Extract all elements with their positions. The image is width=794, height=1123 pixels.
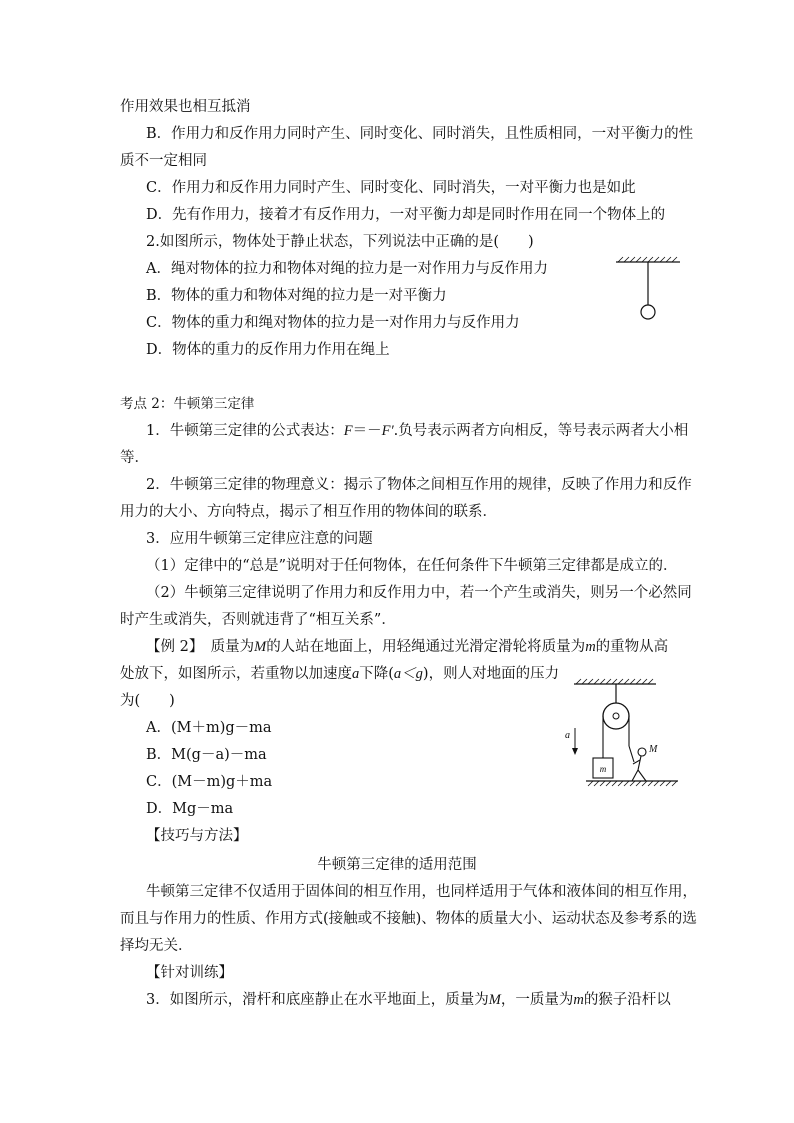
q2-option-b: B．物体的重力和物体对绳的拉力是一对平衡力	[146, 288, 447, 304]
q1-option-b-line1: B．作用力和反作用力同时产生、同时变化、同时消失，且性质相同，一对平衡力的性	[146, 126, 694, 142]
formula-f-prime: F′	[381, 423, 394, 439]
ex2-line2: 处放下，如图所示，若重物以加速度a下降(a＜g)，则人对地面的压力	[120, 666, 560, 682]
ex2-option-a: A．(M＋m)g－ma	[146, 720, 272, 736]
kp2-point2-line1: 2．牛顿第三定律的物理意义：揭示了物体之间相互作用的规律，反映了作用力和反作	[146, 477, 692, 493]
ex2-option-c: C．(M－m)g＋ma	[146, 774, 273, 790]
kp2-point1-continuation: 等．	[120, 450, 149, 466]
kp2-point2-line2: 用力的大小、方向特点，揭示了相互作用的物体间的联系．	[120, 504, 497, 520]
tips-title: 牛顿第三定律的适用范围	[317, 857, 477, 873]
q2-stem: 2.如图所示，物体处于静止状态，下列说法中正确的是( )	[146, 234, 534, 250]
ex2-option-b: B．M(g－a)－ma	[146, 747, 267, 763]
training-tag: 【针对训练】	[146, 965, 233, 981]
ex2-line3: 为( )	[120, 693, 175, 709]
training-q3-line1: 3．如图所示，滑杆和底座静止在水平地面上，质量为M，一质量为m的猴子沿杆以	[146, 992, 671, 1008]
formula-f: F	[343, 423, 353, 439]
kp2-point3-2-line2: 时产生或消失，否则就违背了“相互关系”．	[120, 612, 396, 628]
kp2-point3-1: （1）定律中的“总是”说明对于任何物体，在任何条件下牛顿第三定律都是成立的．	[146, 558, 678, 574]
q1-option-a-continuation: 作用效果也相互抵消	[120, 99, 251, 115]
q2-option-a: A．绳对物体的拉力和物体对绳的拉力是一对作用力与反作用力	[146, 261, 548, 277]
fig-mass-small-label: m	[599, 764, 607, 774]
fig-acceleration-label: a	[565, 730, 570, 741]
pulley-figure	[560, 676, 684, 794]
ex2-option-d: D．Mg－ma	[146, 801, 234, 817]
q2-option-d: D．物体的重力的反作用力作用在绳上	[146, 342, 390, 358]
q1-option-c: C．作用力和反作用力同时产生、同时变化、同时消失，一对平衡力也是如此	[146, 180, 636, 196]
kp2-point3-2-line1: （2）牛顿第三定律说明了作用力和反作用力中，若一个产生或消失，则另一个必然同	[146, 585, 692, 601]
fig-person-mass-label: M	[649, 744, 658, 755]
formula-eq: ＝－	[352, 423, 382, 439]
kp2-point1-post: .负号表示两者方向相反，等号表示两者大小相	[393, 423, 689, 439]
tips-para-line3: 择均无关．	[120, 938, 193, 954]
kp2-point1-pre: 1．牛顿第三定律的公式表达：	[146, 423, 344, 439]
kp2-point1	[146, 421, 688, 441]
section-title-kp2: 考点 2：牛顿第三定律	[120, 396, 255, 412]
q1-option-b-line2: 质不一定相同	[120, 153, 207, 169]
q1-option-d: D．先有作用力，接着才有反作用力，一对平衡力却是同时作用在同一个物体上的	[146, 207, 666, 223]
tips-para-line1: 牛顿第三定律不仅适用于固体间的相互作用，也同样适用于气体和液体间的相互作用，	[146, 884, 697, 900]
tips-para-line2: 而且与作用力的性质、作用方式(接触或不接触)、物体的质量大小、运动状态及参考系的选	[120, 911, 697, 927]
hanging-ball-figure	[612, 254, 684, 326]
kp2-point3: 3．应用牛顿第三定律应注意的问题	[146, 531, 373, 547]
ex2-tag: 【例 2】	[146, 639, 197, 655]
q2-option-c: C．物体的重力和绳对物体的拉力是一对作用力与反作用力	[146, 315, 520, 331]
tips-tag: 【技巧与方法】	[146, 828, 248, 844]
ex2-line1: 【例 2】 质量为M的人站在地面上，用轻绳通过光滑定滑轮将质量为m的重物从高	[146, 639, 669, 655]
